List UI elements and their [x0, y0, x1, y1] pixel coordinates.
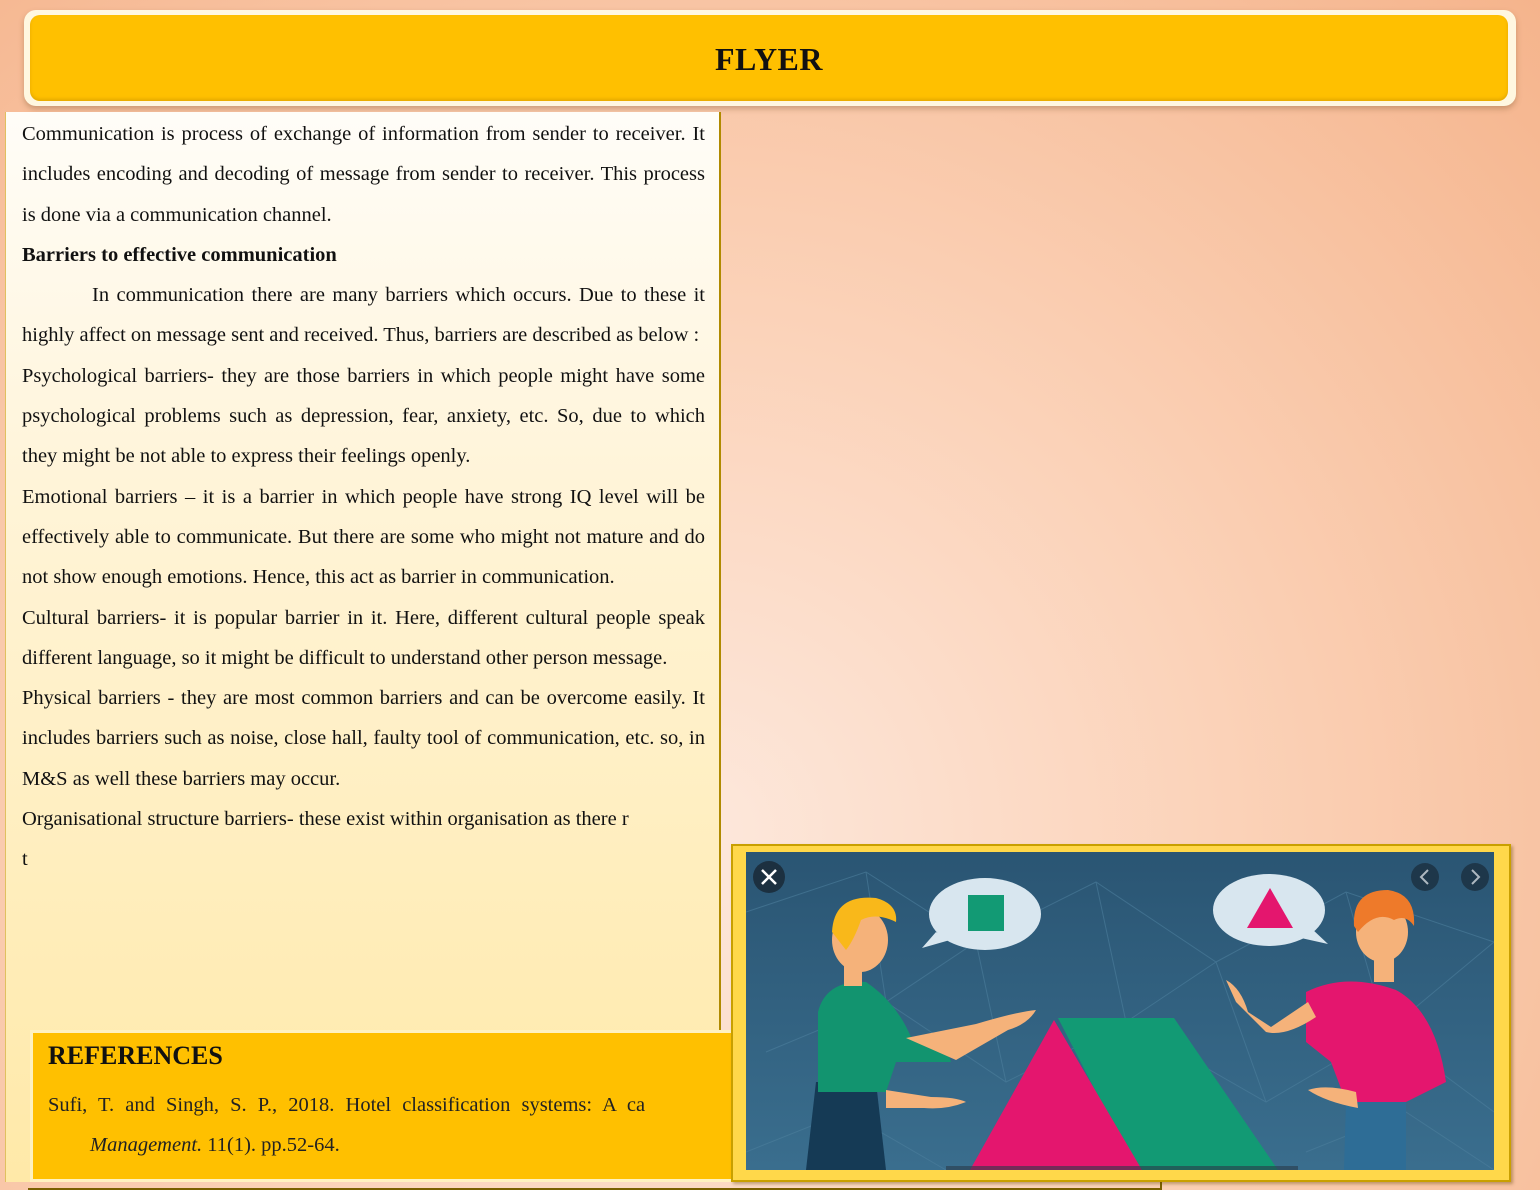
flyer-banner: [30, 15, 1508, 101]
close-icon[interactable]: [753, 861, 785, 893]
trailing-text: t: [22, 848, 28, 871]
barriers-intro-paragraph: In communication there are many barriers which occurs. Due to these it highly affect on message sent and received. Thus, barriers are described as below :: [22, 284, 705, 347]
references-title: REFERENCES: [48, 1041, 223, 1070]
chevron-right-icon[interactable]: [1461, 863, 1489, 891]
body-text: [22, 114, 705, 880]
psychological-barriers-paragraph: Psychological barriers- they are those barriers in which people might have some psychological problems such as depression, fear, anxiety, etc. So, due to which they might be not able to express their feelings openly.: [22, 364, 705, 468]
cultural-barriers-paragraph: Cultural barriers- it is popular barrier in it. Here, different cultural people speak different language, so it might be difficult to understand other person message.: [22, 606, 705, 669]
reference-line-1: Sufi, T. and Singh, S. P., 2018. Hotel classification systems: A ca: [48, 1094, 646, 1116]
emotional-barriers-paragraph: Emotional barriers – it is a barrier in which people have strong IQ level will be effectively able to communicate. But there are some who might not mature and do not show enough emotions. Hence, this act as barrier in communication.: [22, 485, 705, 589]
chevron-left-icon[interactable]: [1411, 863, 1439, 891]
reference-journal: Management.: [90, 1134, 203, 1156]
organisational-barriers-paragraph: Organisational structure barriers- these exist within organisation as there r: [22, 808, 629, 831]
communication-illustration: [746, 852, 1494, 1170]
references-box: [30, 1030, 734, 1182]
square-icon: [968, 895, 1004, 931]
intro-paragraph: Communication is process of exchange of information from sender to receiver. It includes encoding and decoding of message from sender to receiver. This process is done via a communication channel.: [22, 123, 705, 226]
reference-details: 11(1). pp.52-64.: [202, 1134, 340, 1156]
barriers-heading: Barriers to effective communication: [22, 243, 337, 266]
physical-barriers-paragraph: Physical barriers - they are most common barriers and can be overcome easily. It includes barriers such as noise, close hall, faulty tool of communication, etc. so, in M&S as well these barriers may occur.: [22, 687, 705, 790]
flyer-title: FLYER: [714, 40, 823, 77]
text-panel: [5, 112, 721, 1182]
reference-line-2: [90, 1131, 340, 1159]
illustration-svg: [746, 852, 1494, 1170]
